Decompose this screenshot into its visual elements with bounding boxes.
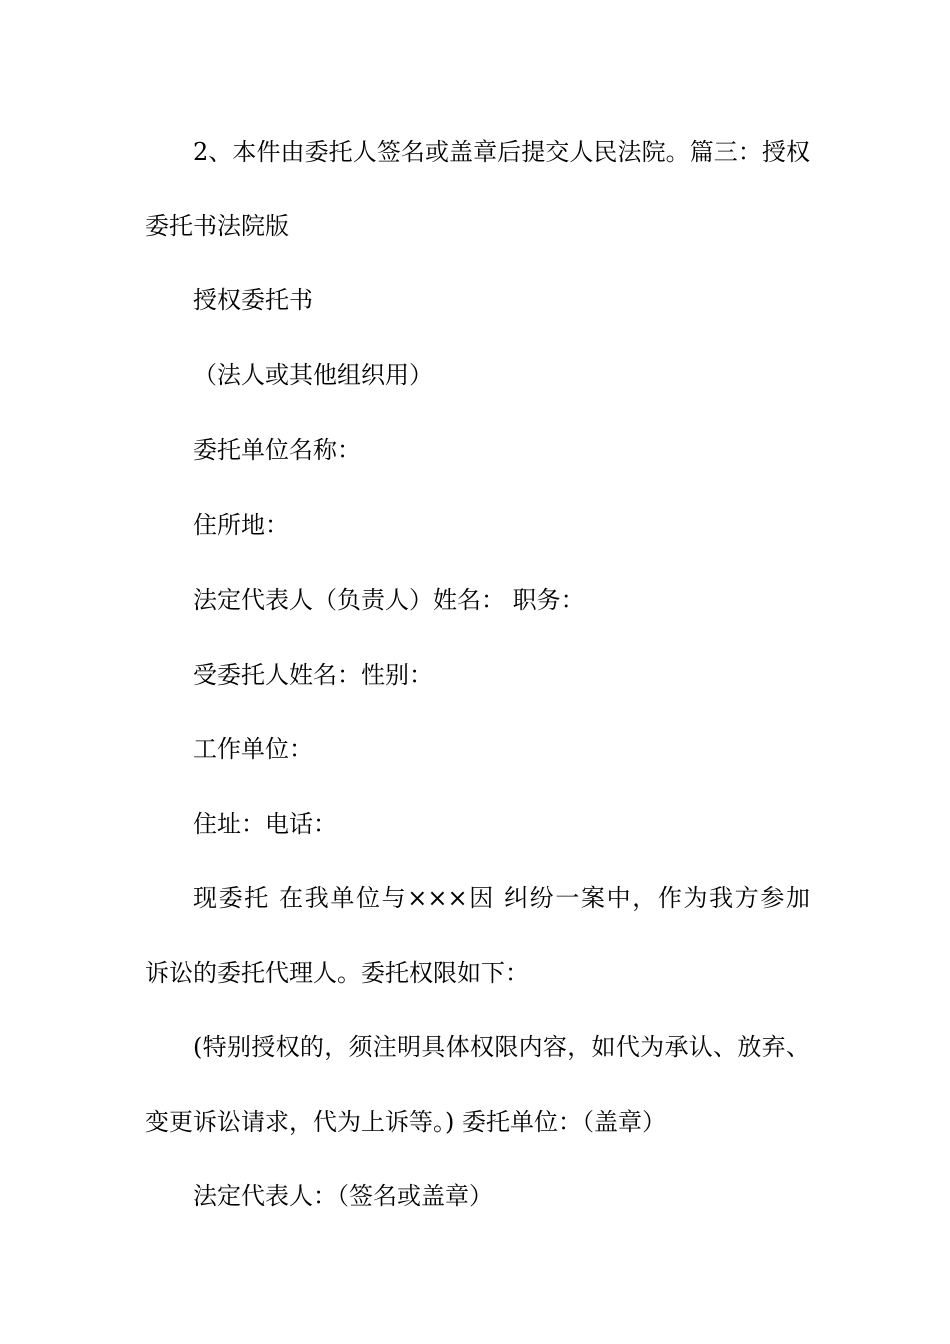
paragraph-line: (特别授权的，须注明具体权限内容，如代为承认、放弃、 bbox=[193, 1033, 810, 1061]
field-label-legal-representative: 法定代表人（负责人）姓名： 职务： bbox=[193, 586, 585, 614]
paragraph-line: 2、本件由委托人签名或盖章后提交人民法院。篇三：授权 bbox=[193, 138, 810, 166]
field-label-entrusting-unit: 委托单位名称： bbox=[193, 436, 361, 464]
field-label-work-unit: 工作单位： bbox=[193, 735, 313, 763]
signature-line: 法定代表人：（签名或盖章） bbox=[193, 1182, 493, 1210]
field-label-domicile: 住所地： bbox=[193, 511, 289, 539]
paragraph-line: 诉讼的委托代理人。委托权限如下： bbox=[145, 959, 529, 987]
document-title: 授权委托书 bbox=[193, 286, 313, 314]
document-subtitle: （法人或其他组织用） bbox=[193, 361, 433, 389]
paragraph-line: 变更诉讼请求，代为上诉等。) 委托单位：（盖章） bbox=[145, 1108, 666, 1136]
field-label-agent-name: 受委托人姓名：性别： bbox=[193, 661, 433, 689]
paragraph-line: 委托书法院版 bbox=[145, 212, 289, 240]
field-label-address-phone: 住址：电话： bbox=[193, 810, 337, 838]
paragraph-line: 现委托 在我单位与×××因 纠纷一案中，作为我方参加 bbox=[193, 884, 810, 912]
